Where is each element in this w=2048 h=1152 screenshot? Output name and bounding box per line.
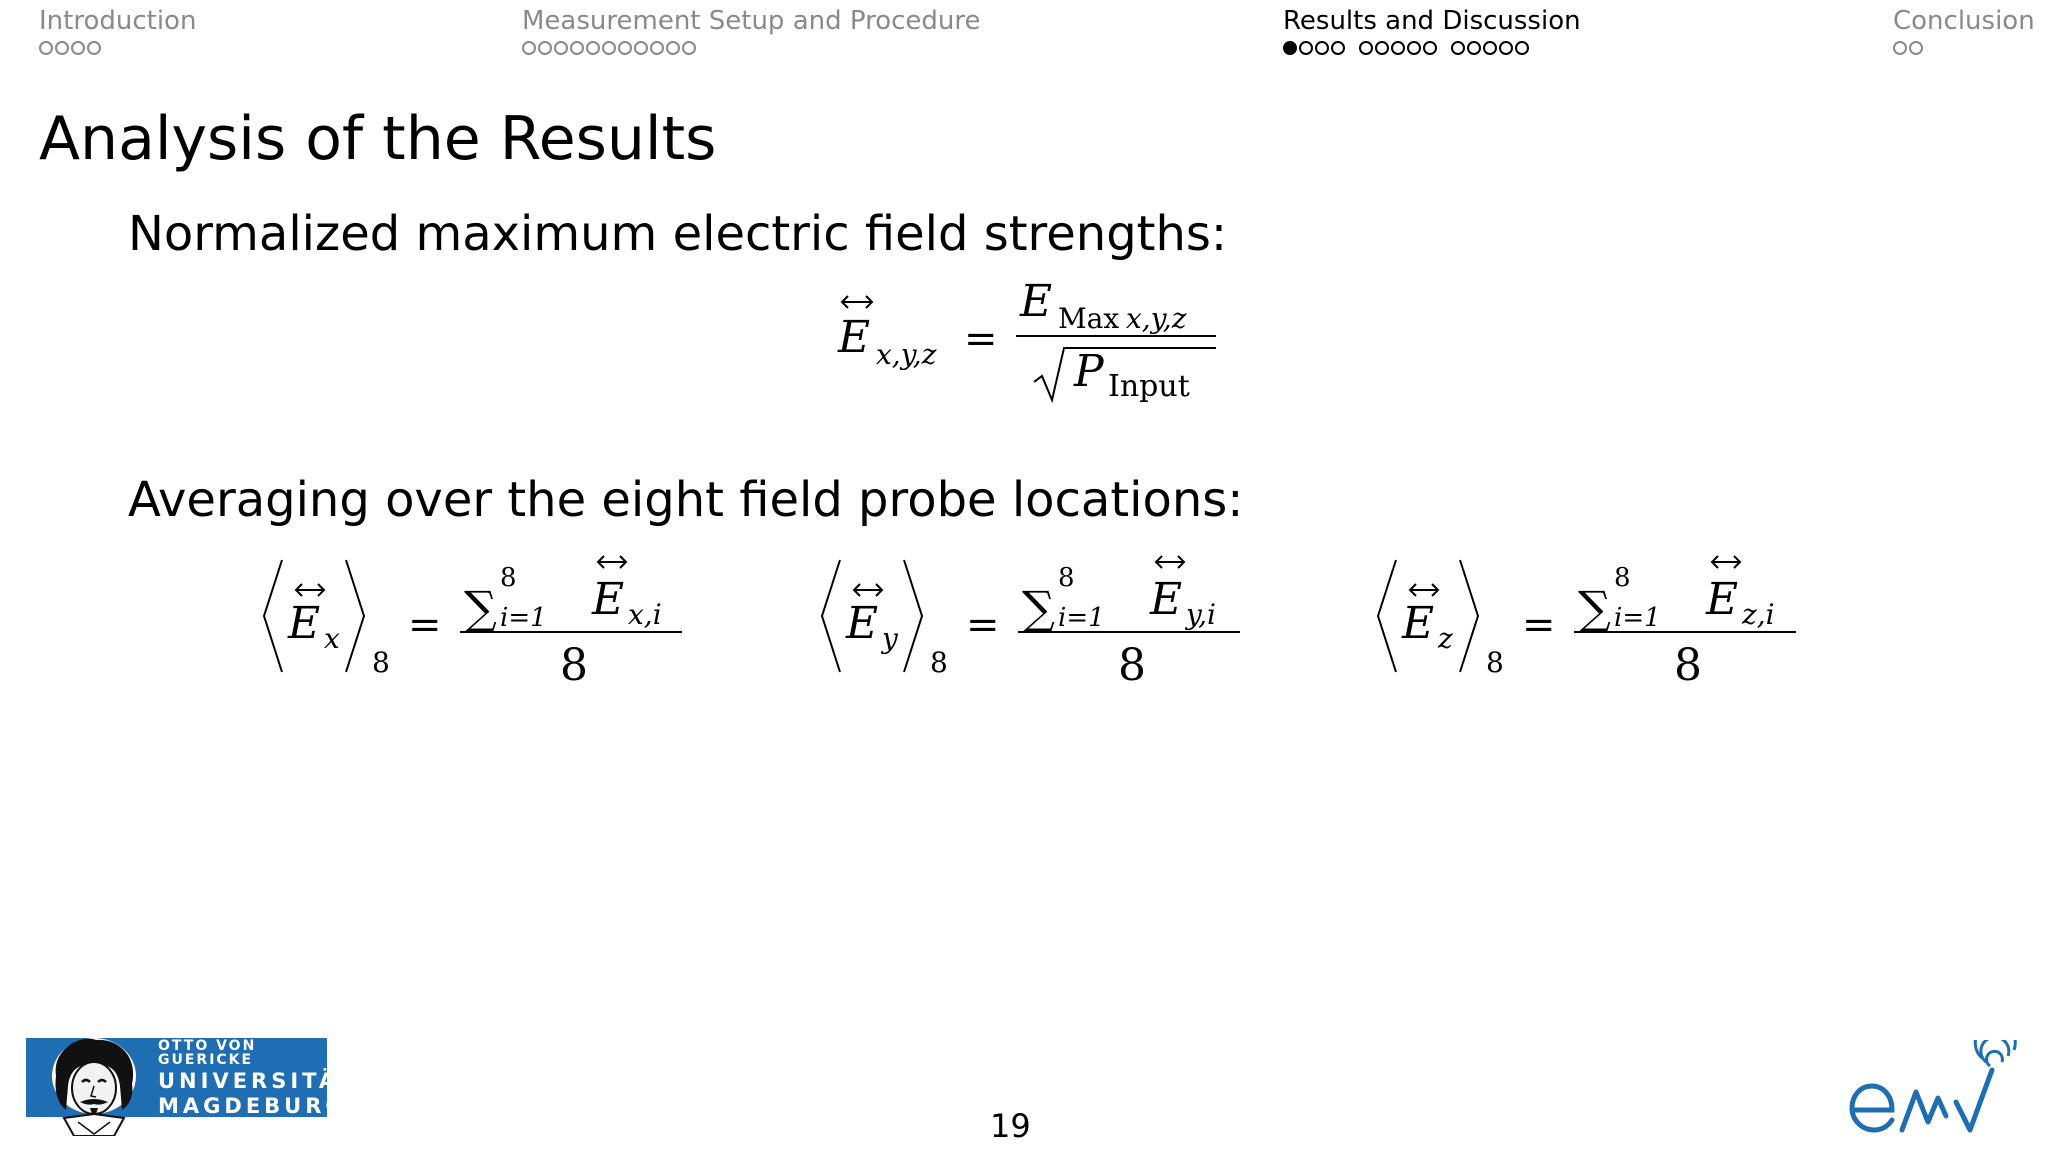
university-line3: MAGDEBURG [158,1093,347,1118]
term-component: z [1438,622,1453,655]
denominator-subscript: Input [1108,369,1190,404]
nav-dot[interactable] [55,41,69,55]
nav-dot[interactable] [71,41,85,55]
text-normalized-field: Normalized maximum electric field strengths: [128,206,1228,262]
summand-symbol: E [592,574,625,625]
nav-dot[interactable] [570,41,584,55]
nav-dot[interactable] [87,41,101,55]
text-averaging: Averaging over the eight field probe locations: [128,472,1244,528]
nav-section-introduction[interactable] [39,6,196,56]
numerator-symbol: E [1020,276,1053,327]
numerator-subscript-text: Max [1058,302,1120,335]
term-symbol: E [1402,598,1435,649]
nav-dot[interactable] [1299,41,1313,55]
university-line1: OTTO VON GUERICKE [158,1037,257,1068]
nav-dot[interactable] [586,41,600,55]
sum-icon: ∑ [464,581,497,635]
right-angle-bracket [904,560,922,672]
nav-dot[interactable] [1515,41,1529,55]
outer-subscript: 8 [1486,646,1504,679]
summand-subscript: x,i [628,598,662,631]
university-logo [26,1037,356,1118]
summand-subscript: y,i [1186,598,1216,631]
nav-title[interactable]: Results and Discussion [1283,6,1581,36]
outer-subscript: 8 [372,646,390,679]
nav-dot[interactable] [1407,41,1421,55]
nav-dot[interactable] [1315,41,1329,55]
nav-section-measurement-setup[interactable] [522,6,981,56]
nav-title[interactable]: Introduction [39,6,197,36]
nav-dot[interactable] [1467,41,1481,55]
nav-dot[interactable] [1359,41,1373,55]
right-angle-bracket [346,560,364,672]
nav-dot[interactable] [538,41,552,55]
arrow-accent-icon [1712,556,1740,568]
nav-dots [522,40,981,56]
equation-normalized-field [836,272,1236,416]
right-angle-bracket [1460,560,1478,672]
arrow-accent-icon [296,584,324,596]
lhs-subscript: x,y,z [876,338,937,371]
left-angle-bracket [264,560,282,672]
nav-dot-group [1283,41,1345,55]
nav-dot[interactable] [618,41,632,55]
nav-dots [1893,40,2035,56]
nav-dot-group [1451,41,1529,55]
term-symbol: E [846,598,879,649]
university-line2: UNIVERSITÄT [158,1068,356,1093]
nav-dot[interactable] [1331,41,1345,55]
arrow-accent-icon [842,296,872,308]
slide-title: Analysis of the Results [39,104,717,174]
nav-dot-group [1359,41,1437,55]
sum-subscript: i=1 [1614,603,1661,633]
equals-sign: = [408,602,442,648]
denominator-symbol: P [1074,346,1104,397]
equals-sign: = [964,316,998,362]
summand-subscript: z,i [1742,598,1775,631]
university-name [158,1039,356,1117]
nav-dot[interactable] [554,41,568,55]
nav-dot[interactable] [1909,41,1923,55]
nav-section-conclusion[interactable] [1893,6,2035,56]
sum-subscript: i=1 [1058,603,1105,633]
equals-sign: = [1522,602,1556,648]
nav-dot[interactable] [650,41,664,55]
lhs-symbol: E [838,312,871,363]
page-number: 19 [990,1107,1031,1145]
nav-dot[interactable] [1391,41,1405,55]
equation-average-y [814,548,1254,692]
nav-dot[interactable] [634,41,648,55]
nav-dot-group [522,41,696,55]
sum-superscript: 8 [500,563,517,593]
nav-dot[interactable] [1283,41,1297,55]
nav-title[interactable]: Conclusion [1893,6,2035,36]
nav-dot-group [39,41,101,55]
numerator-subscript-math: x,y,z [1126,302,1187,335]
nav-dot[interactable] [1451,41,1465,55]
denominator: 8 [1118,640,1146,688]
equation-average-z [1370,548,1810,692]
arrow-accent-icon [598,556,626,568]
equals-sign: = [966,602,1000,648]
nav-dots [39,40,196,56]
nav-dot[interactable] [39,41,53,55]
nav-dot[interactable] [1483,41,1497,55]
otto-von-guericke-portrait-icon [34,1036,154,1136]
sum-superscript: 8 [1058,563,1075,593]
arrow-accent-icon [1410,584,1438,596]
denominator: 8 [1674,640,1702,688]
sum-icon: ∑ [1578,581,1611,635]
denominator: 8 [560,640,588,688]
sum-icon: ∑ [1022,581,1055,635]
summand-symbol: E [1150,574,1183,625]
nav-dot-group [1893,41,1923,55]
term-component: y [882,622,898,655]
outer-subscript: 8 [930,646,948,679]
term-symbol: E [288,598,321,649]
summand-symbol: E [1706,574,1739,625]
emv-logo-icon [1846,1040,2026,1140]
term-component: x [324,622,340,655]
nav-dot[interactable] [666,41,680,55]
nav-dot[interactable] [1423,41,1437,55]
nav-dot[interactable] [602,41,616,55]
nav-dot[interactable] [1499,41,1513,55]
equation-average-x [256,548,696,692]
nav-section-results-discussion[interactable] [1283,6,1581,56]
nav-dot[interactable] [1375,41,1389,55]
sum-superscript: 8 [1614,563,1631,593]
nav-dots [1283,40,1581,56]
left-angle-bracket [822,560,840,672]
sum-subscript: i=1 [500,603,547,633]
nav-dot[interactable] [682,41,696,55]
nav-title[interactable]: Measurement Setup and Procedure [522,6,981,36]
arrow-accent-icon [854,584,882,596]
nav-dot[interactable] [522,41,536,55]
left-angle-bracket [1378,560,1396,672]
arrow-accent-icon [1156,556,1184,568]
nav-dot[interactable] [1893,41,1907,55]
